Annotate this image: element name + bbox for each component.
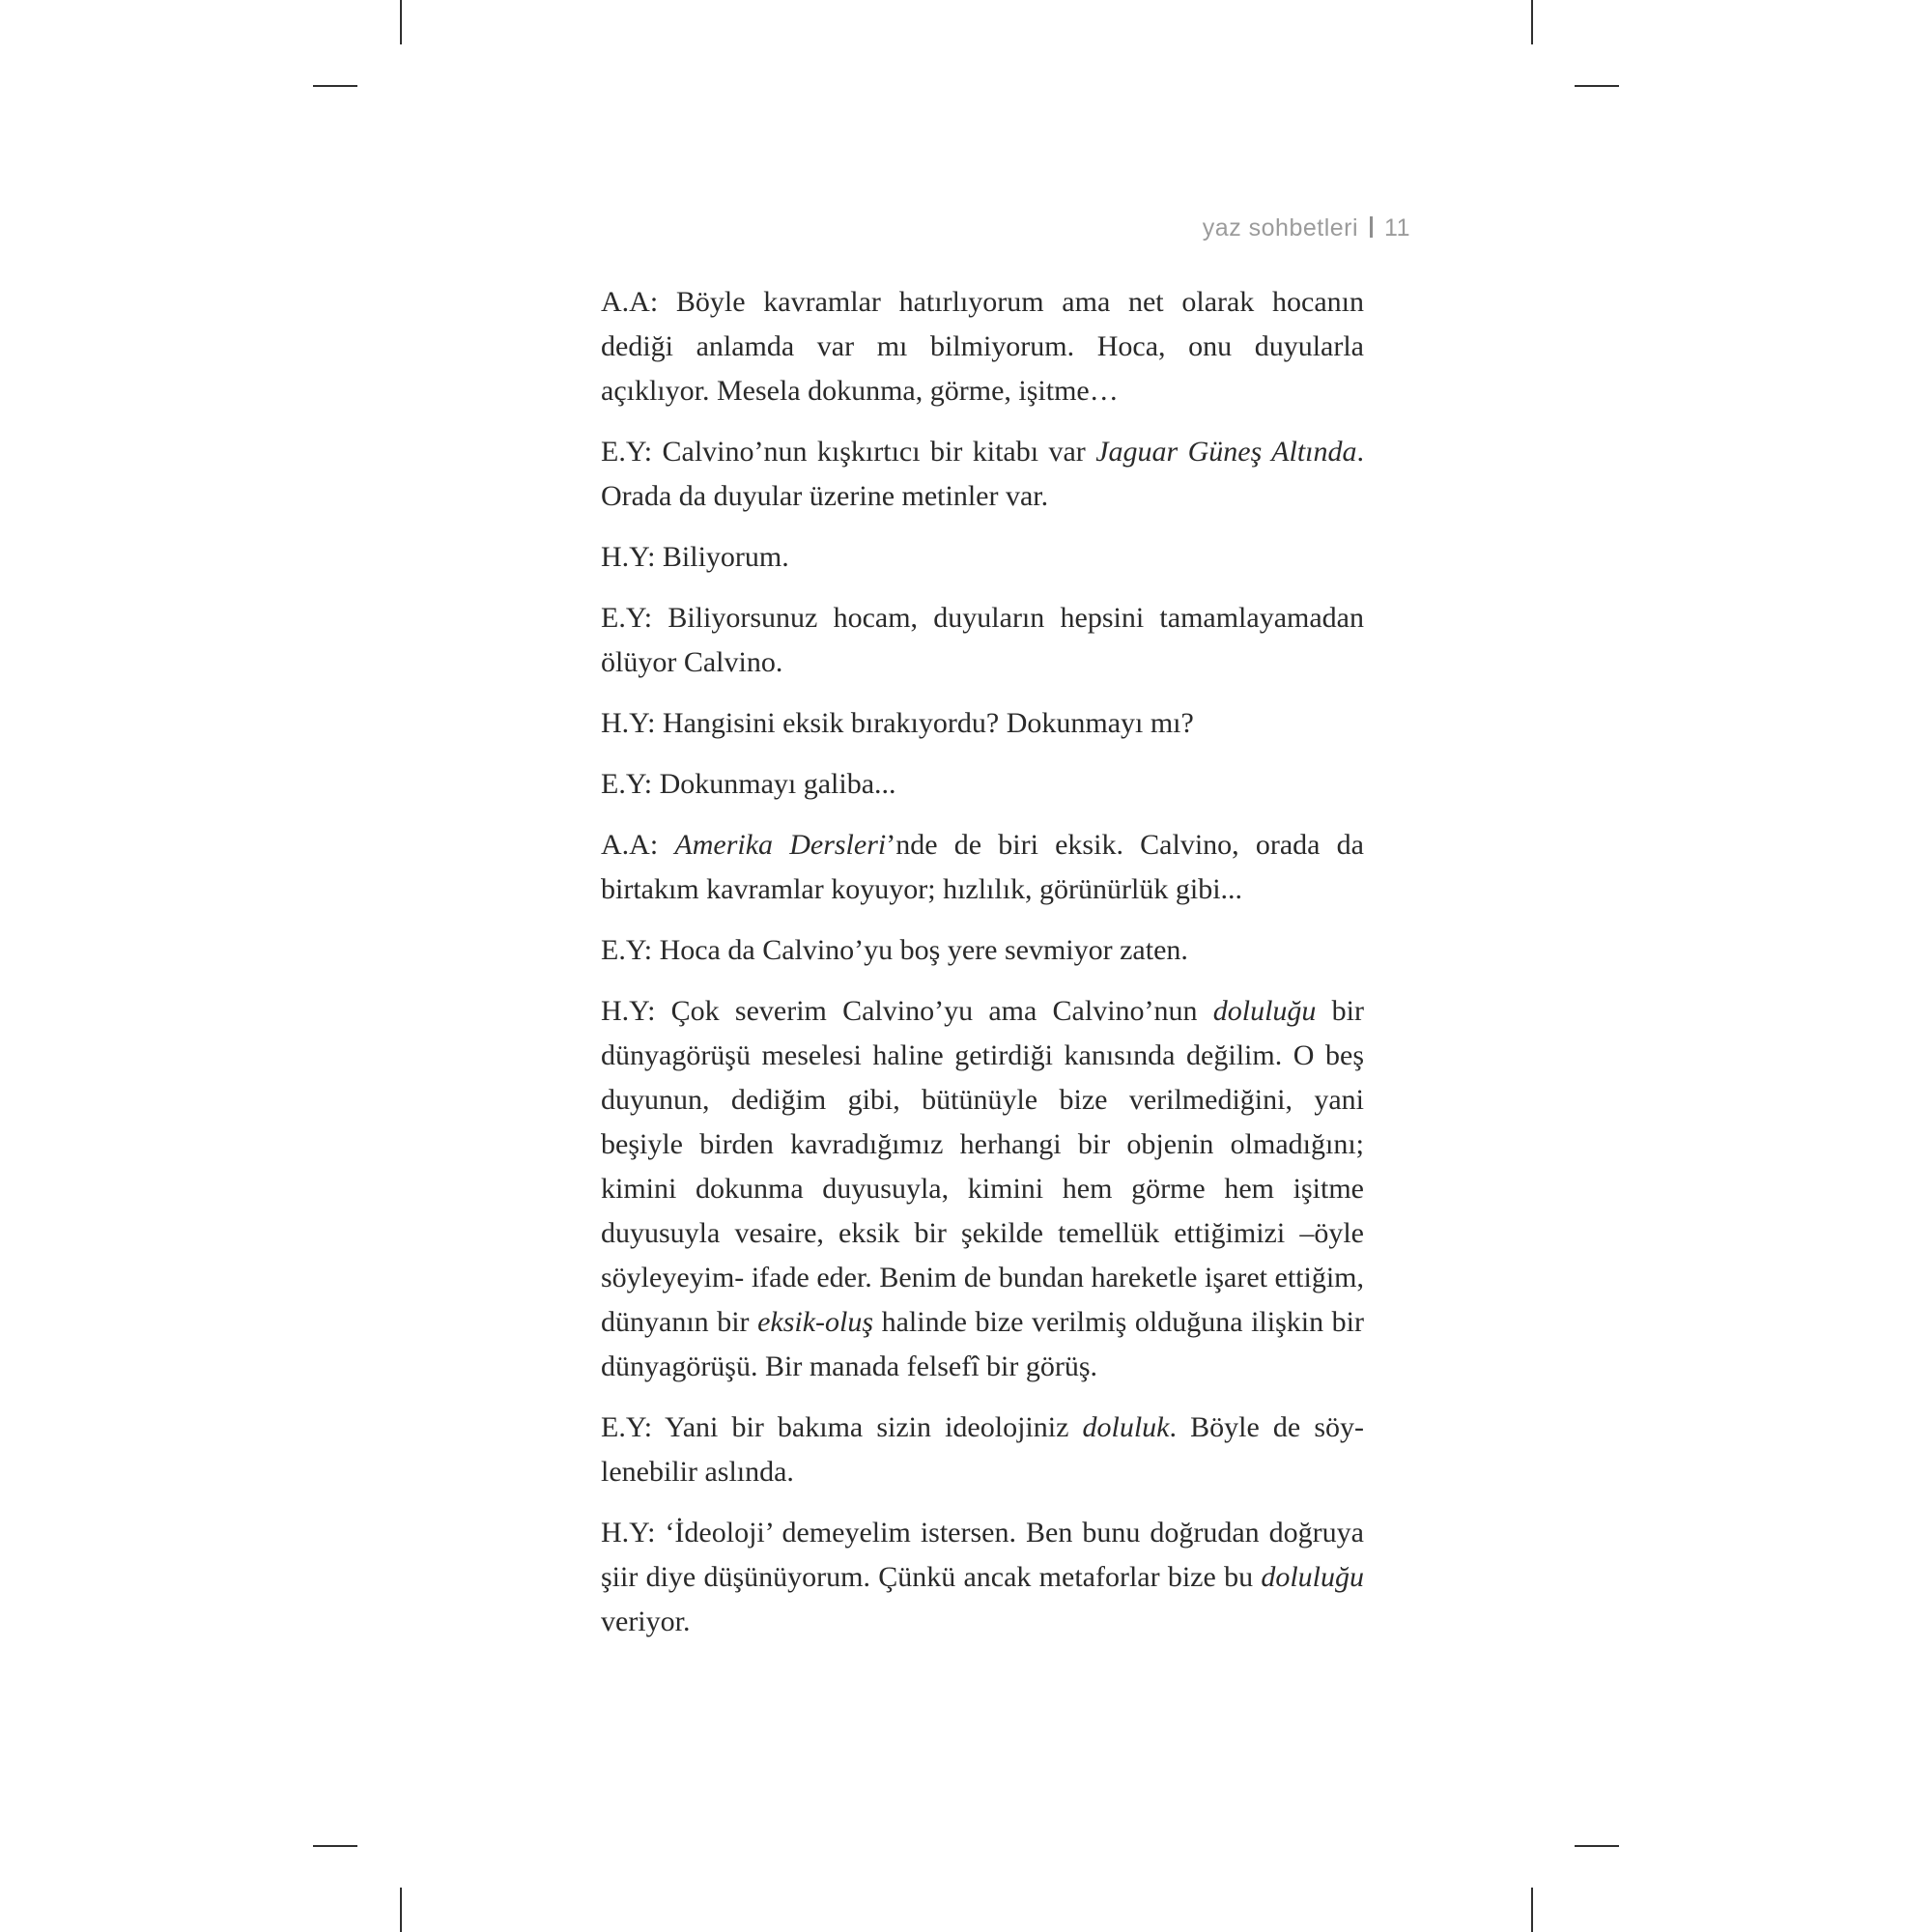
dialogue-text: Biliyorsunuz hocam, duyuların hepsini tamamlayamadan ölüyor Calvino. [601, 602, 1364, 678]
dialogue-text: . Böyle de söylenebilir aslında. [601, 1411, 1364, 1488]
dialogue-text [658, 829, 674, 861]
crop-mark-top-right [1531, 0, 1533, 44]
speaker-label: E.Y: [601, 602, 653, 634]
dialogue-text: . Orada da duyular üzerine metinler var. [601, 436, 1364, 512]
dialogue-paragraph [601, 701, 1364, 746]
italic-title-text: eksik-oluş [757, 1306, 874, 1338]
dialogue-text: Çok severim Calvino’yu ama Calvino’nun [655, 995, 1213, 1027]
dialogue-text: veriyor. [601, 1605, 691, 1637]
italic-title-text: doluluk [1082, 1411, 1170, 1443]
body-text [601, 280, 1364, 1661]
speaker-label: H.Y: [601, 1517, 656, 1548]
dialogue-paragraph [601, 430, 1364, 519]
speaker-label: A.A: [601, 286, 659, 318]
running-head-separator [1370, 216, 1373, 238]
speaker-label: E.Y: [601, 768, 653, 800]
dialogue-text: Böyle kavramlar hatırlıyorum ama net olarak hocanın dediği anlamda var mı bilmiyorum. Hoca, onu duyularla açıklıyor. Mesela dokunma, görme, işitme… [601, 286, 1364, 407]
italic-title-text: Jaguar Güneş Altında [1095, 436, 1357, 468]
dialogue-text: Hoca da Calvino’yu boş yere sevmiyor zaten. [652, 934, 1188, 966]
page-number: 11 [1384, 214, 1410, 242]
italic-title-text: doluluğu [1212, 995, 1317, 1027]
dialogue-paragraph [601, 823, 1364, 912]
speaker-label: H.Y: [601, 541, 656, 573]
speaker-label: E.Y: [601, 436, 653, 468]
crop-mark-bottom-right [1531, 1888, 1533, 1932]
crop-mark-right-top [1575, 85, 1619, 87]
dialogue-text: halinde bize verilmiş olduğuna ilişkin bir dünyagörüşü. Bir manada felsefî bir görüş. [601, 1306, 1364, 1382]
dialogue-text: ’nde de biri eksik. Calvino, orada da birtakım kavramlar koyuyor; hızlılık, görünürlük gibi... [601, 829, 1364, 905]
dialogue-text: Hangisini eksik bırakıyordu? Dokunmayı mı? [655, 707, 1194, 739]
crop-mark-left-top [313, 85, 357, 87]
italic-title-text: Amerika Dersleri [674, 829, 887, 861]
crop-mark-top-left [400, 0, 402, 44]
dialogue-paragraph [601, 535, 1364, 580]
dialogue-text: ‘İdeoloji’ demeyelim istersen. Ben bunu doğrudan doğruya şiir diye düşünüyorum. Çünkü ancak metaforlar bize bu [601, 1517, 1364, 1593]
crop-mark-left-bottom [313, 1845, 357, 1847]
italic-title-text: doluluğu [1261, 1561, 1364, 1593]
dialogue-paragraph [601, 280, 1364, 413]
dialogue-paragraph [601, 762, 1364, 807]
dialogue-text: Dokunmayı galiba... [652, 768, 896, 800]
crop-mark-right-bottom [1575, 1845, 1619, 1847]
running-head [1101, 214, 1410, 242]
dialogue-text: bir dünyagörüşü meselesi haline getirdiği kanısında değilim. O beş duyunun, dediğim gibi, bütünüyle bize verilmediğini, yani beşiyle birden kavradığımız herhangi bir objenin olmadığını; kimini dokunma duyusuyla, kimini hem görme hem işitme duyusuyla vesaire, eksik bir şekilde temellük ettiğimizi –öyle söyleyeyim- ifade eder. Benim de bundan hareketle işaret ettiğim, dünyanın bir [601, 995, 1364, 1338]
crop-mark-bottom-left [400, 1888, 402, 1932]
dialogue-paragraph [601, 1511, 1364, 1644]
speaker-label: A.A: [601, 829, 659, 861]
dialogue-paragraph [601, 1406, 1364, 1494]
dialogue-paragraph [601, 928, 1364, 973]
dialogue-paragraph [601, 596, 1364, 685]
dialogue-text: Yani bir bakıma sizin ideolojiniz [652, 1411, 1083, 1443]
running-head-title: yaz sohbetleri [1202, 214, 1359, 242]
dialogue-paragraph [601, 989, 1364, 1389]
speaker-label: H.Y: [601, 707, 656, 739]
speaker-label: E.Y: [601, 1411, 653, 1443]
speaker-label: H.Y: [601, 995, 656, 1027]
dialogue-text: Calvino’nun kışkırtıcı bir kitabı var [652, 436, 1096, 468]
dialogue-text: Biliyorum. [655, 541, 789, 573]
speaker-label: E.Y: [601, 934, 653, 966]
